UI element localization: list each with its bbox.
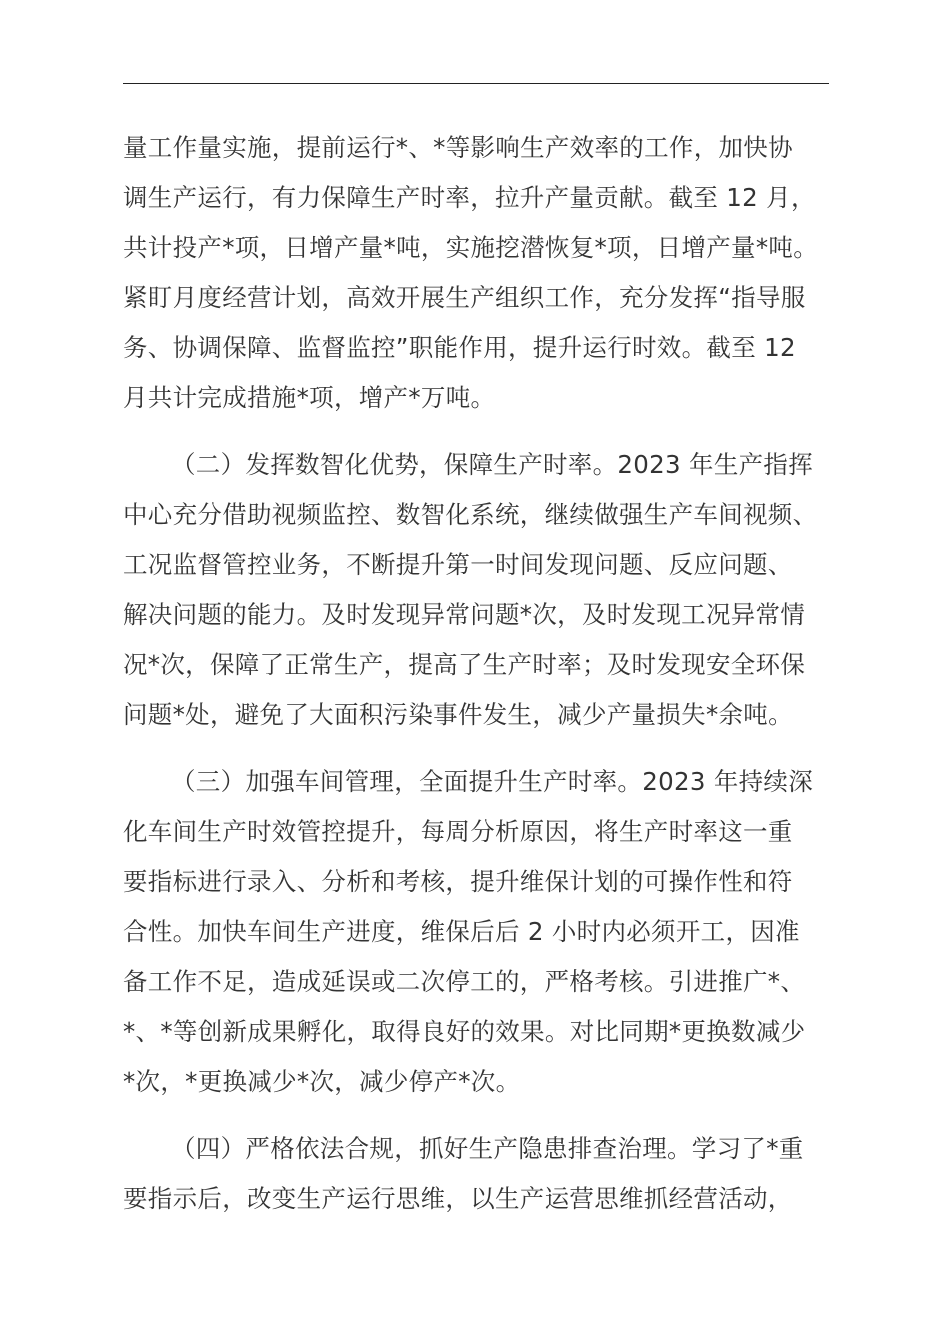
text-line: 月共计完成措施*项，增产*万吨。 xyxy=(123,383,496,412)
text-line: 解决问题的能力。及时发现异常问题*次，及时发现工况异常情 xyxy=(123,600,806,629)
text-line: （四）严格依法合规，抓好生产隐患排查治理。学习了*重 xyxy=(171,1134,804,1163)
text-line: 务、协调保障、监督监控”职能作用，提升运行时效。截至 12 xyxy=(123,333,796,362)
paragraph-1 xyxy=(123,123,833,423)
text-line: 合性。加快车间生产进度，维保后后 2 小时内必须开工，因准 xyxy=(123,917,800,946)
text-line: 紧盯月度经营计划，高效开展生产组织工作，充分发挥“指导服 xyxy=(123,283,806,312)
header-rule xyxy=(123,83,829,84)
text-line: 备工作不足，造成延误或二次停工的，严格考核。引进推广*、 xyxy=(123,967,806,996)
paragraph-4 xyxy=(123,1124,833,1224)
text-line: 共计投产*项，日增产量*吨，实施挖潜恢复*项，日增产量*吨。 xyxy=(123,233,818,262)
text-line: （三）加强车间管理，全面提升生产时率。2023 年持续深 xyxy=(171,767,814,796)
text-line: 要指示后，改变生产运行思维，以生产运营思维抓经营活动， xyxy=(123,1184,793,1213)
text-line: 工况监督管控业务，不断提升第一时间发现问题、反应问题、 xyxy=(123,550,793,579)
text-line: *、*等创新成果孵化，取得良好的效果。对比同期*更换数减少 xyxy=(123,1017,806,1046)
text-line: *次，*更换减少*次，减少停产*次。 xyxy=(123,1067,521,1096)
text-line: 问题*处，避免了大面积污染事件发生，减少产量损失*余吨。 xyxy=(123,700,793,729)
text-line: 要指标进行录入、分析和考核，提升维保计划的可操作性和符 xyxy=(123,867,793,896)
text-line: 量工作量实施，提前运行*、*等影响生产效率的工作，加快协 xyxy=(123,133,793,162)
paragraph-3 xyxy=(123,757,833,1107)
text-line: 中心充分借助视频监控、数智化系统，继续做强生产车间视频、 xyxy=(123,500,818,529)
text-line: 化车间生产时效管控提升，每周分析原因，将生产时率这一重 xyxy=(123,817,793,846)
paragraph-2 xyxy=(123,440,833,740)
text-line: （二）发挥数智化优势，保障生产时率。2023 年生产指挥 xyxy=(171,450,814,479)
document-body xyxy=(123,123,833,1241)
text-line: 调生产运行，有力保障生产时率，拉升产量贡献。截至 12 月， xyxy=(123,183,816,212)
text-line: 况*次，保障了正常生产，提高了生产时率；及时发现安全环保 xyxy=(123,650,806,679)
